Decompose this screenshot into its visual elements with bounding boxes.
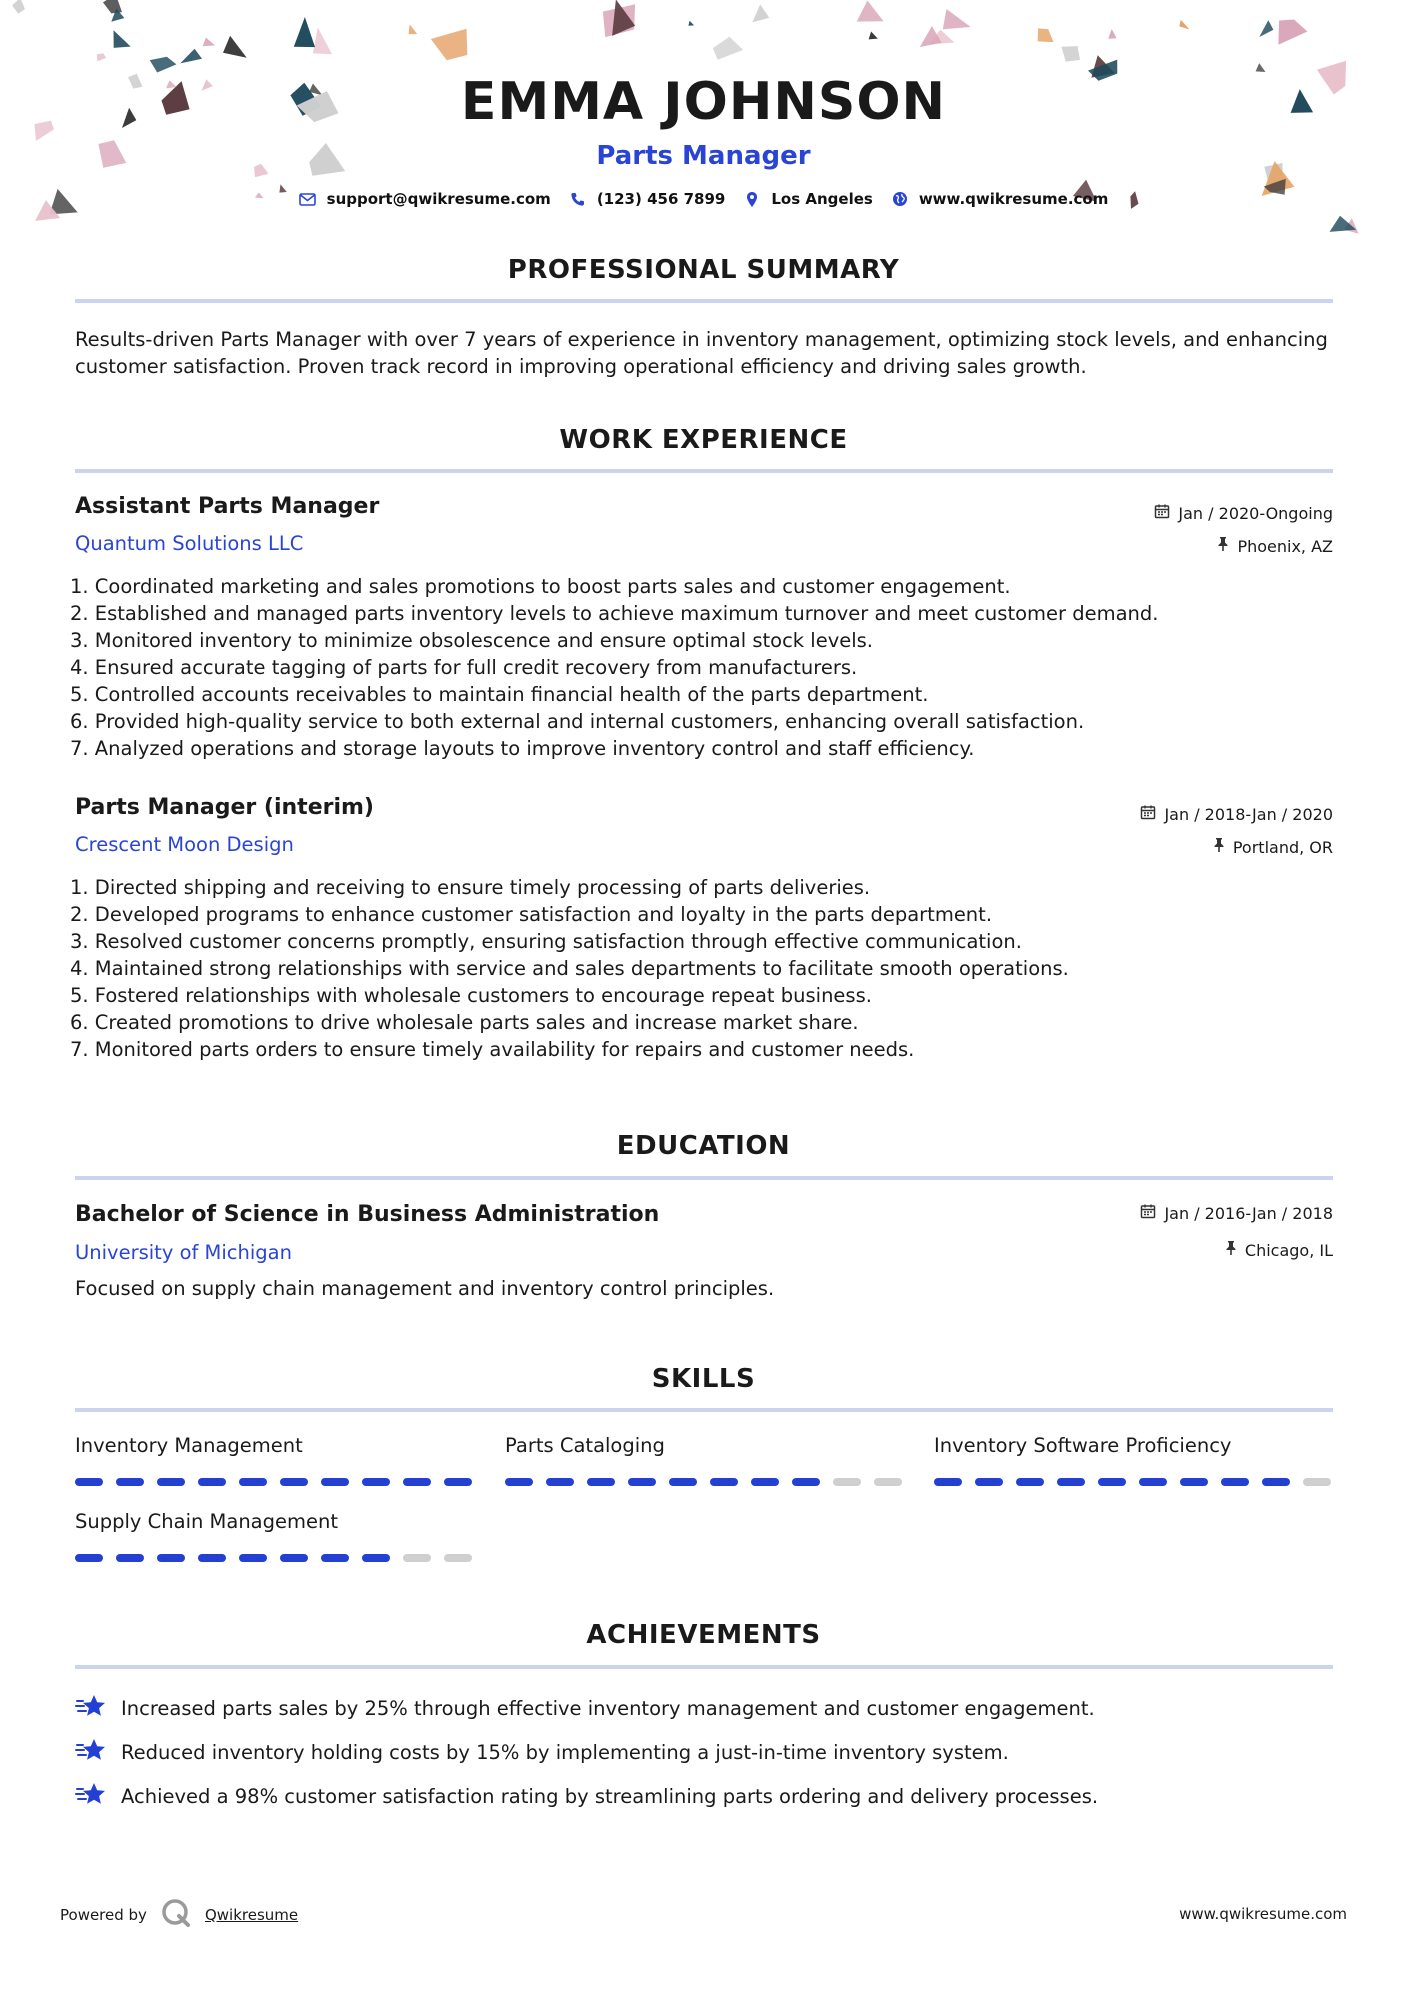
confetti-piece <box>150 57 177 73</box>
pushpin-icon <box>1217 536 1229 556</box>
skill-dash-filled <box>1057 1478 1085 1486</box>
calendar-icon <box>1154 503 1170 523</box>
job-location <box>1213 837 1333 857</box>
resume-header <box>0 72 1407 208</box>
skill-name: Parts Cataloging <box>505 1434 665 1457</box>
confetti-piece <box>1179 20 1189 30</box>
skill-dash-filled <box>75 1478 103 1486</box>
confetti-piece <box>1278 20 1307 45</box>
confetti-piece <box>409 24 418 34</box>
pushpin-icon <box>1225 1240 1237 1260</box>
education-location-text: Chicago, IL <box>1244 1240 1333 1260</box>
list-item: 6. Provided high-quality service to both external and internal customers, enhancing overall satisfaction. <box>70 710 1085 733</box>
skill-dash-filled <box>75 1554 103 1562</box>
skill-dash-filled <box>239 1554 267 1562</box>
confetti-piece <box>869 32 878 40</box>
confetti-piece <box>203 38 215 47</box>
skill-level-bar <box>505 1478 905 1486</box>
skill-dash-filled <box>198 1478 226 1486</box>
section-divider <box>75 1176 1333 1180</box>
skill-dash-filled <box>505 1478 533 1486</box>
company-name[interactable]: Crescent Moon Design <box>75 833 294 856</box>
skill-dash-filled <box>157 1478 185 1486</box>
list-item: 5. Fostered relationships with wholesale customers to encourage repeat business. <box>70 984 872 1007</box>
confetti-piece <box>1108 29 1116 39</box>
confetti-piece <box>97 53 106 61</box>
job-title: Assistant Parts Manager <box>75 494 380 519</box>
globe-icon <box>891 190 909 208</box>
education-location <box>1225 1240 1333 1260</box>
list-item: 7. Monitored parts orders to ensure timely availability for repairs and customer needs. <box>70 1038 915 1061</box>
skill-dash-filled <box>1262 1478 1290 1486</box>
summary-text: Results-driven Parts Manager with over 7 years of experience in inventory management, optimizing stock levels, and enhancing customer satisfaction. Proven track record in improving operational efficiency and driving sales growth. <box>75 328 1328 378</box>
confetti-piece <box>180 49 202 64</box>
skill-name: Inventory Management <box>75 1434 303 1457</box>
contact-email[interactable] <box>299 190 551 208</box>
list-item: 4. Ensured accurate tagging of parts for full credit recovery from manufacturers. <box>70 656 858 679</box>
skill-dash-empty <box>833 1478 861 1486</box>
candidate-name: EMMA JOHNSON <box>460 72 947 132</box>
school-name[interactable]: University of Michigan <box>75 1241 292 1264</box>
map-pin-icon <box>743 190 761 208</box>
skill-item <box>934 1434 1334 1464</box>
powered-by-label: Powered by <box>60 1906 147 1924</box>
section-divider <box>75 1408 1333 1412</box>
job-location <box>1217 536 1333 556</box>
confetti-piece <box>12 0 25 14</box>
website-text: www.qwikresume.com <box>918 190 1109 208</box>
phone-icon <box>569 190 587 208</box>
confetti-piece <box>1061 46 1080 62</box>
section-divider <box>75 469 1333 473</box>
skill-dash-filled <box>321 1554 349 1562</box>
skill-item <box>75 1510 475 1540</box>
calendar-icon <box>1140 804 1156 824</box>
skill-dash-filled <box>116 1554 144 1562</box>
skill-dash-filled <box>198 1554 226 1562</box>
skill-dash-filled <box>280 1554 308 1562</box>
skill-dash-filled <box>1139 1478 1167 1486</box>
education-dates <box>1140 1203 1333 1223</box>
skill-dash-filled <box>934 1478 962 1486</box>
skill-dash-filled <box>710 1478 738 1486</box>
skill-dash-filled <box>628 1478 656 1486</box>
list-item: 6. Created promotions to drive wholesale parts sales and increase market share. <box>70 1011 859 1034</box>
skill-level-bar <box>75 1478 475 1486</box>
confetti-piece <box>1259 20 1273 37</box>
confetti-piece <box>431 29 468 61</box>
envelope-icon <box>299 190 317 208</box>
skill-dash-filled <box>444 1478 472 1486</box>
skill-dash-filled <box>239 1478 267 1486</box>
skill-name: Inventory Software Proficiency <box>934 1434 1232 1457</box>
education-description: Focused on supply chain management and inventory control principles. <box>75 1277 775 1300</box>
achievement-text: Reduced inventory holding costs by 15% by implementing a just-in-time inventory system. <box>121 1741 1009 1764</box>
skill-dash-filled <box>403 1478 431 1486</box>
skill-dash-filled <box>751 1478 779 1486</box>
skill-dash-filled <box>975 1478 1003 1486</box>
achievement-text: Achieved a 98% customer satisfaction rating by streamlining parts ordering and delivery processes. <box>121 1785 1099 1808</box>
skill-dash-filled <box>792 1478 820 1486</box>
list-item: 2. Developed programs to enhance customer satisfaction and loyalty in the parts department. <box>70 903 993 926</box>
job-bullets <box>70 573 1340 762</box>
skill-dash-filled <box>1016 1478 1044 1486</box>
skill-dash-empty <box>874 1478 902 1486</box>
skill-dash-empty <box>444 1554 472 1562</box>
degree-title: Bachelor of Science in Business Administration <box>75 1202 660 1227</box>
brand-link[interactable]: Qwikresume <box>204 1906 299 1924</box>
contact-row <box>0 190 1407 208</box>
confetti-piece <box>294 17 315 47</box>
job-dates-text: Jan / 2018-Jan / 2020 <box>1164 804 1333 824</box>
candidate-role: Parts Manager <box>596 141 811 171</box>
star-icon <box>75 1736 107 1769</box>
skill-dash-filled <box>1221 1478 1249 1486</box>
skill-dash-filled <box>157 1554 185 1562</box>
confetti-piece <box>943 9 971 29</box>
skill-item <box>75 1434 475 1464</box>
skill-dash-filled <box>546 1478 574 1486</box>
location-text: Los Angeles <box>771 190 873 208</box>
job-dates <box>1154 503 1333 523</box>
confetti-piece <box>1038 28 1054 42</box>
confetti-piece <box>688 21 694 26</box>
skill-dash-filled <box>1098 1478 1126 1486</box>
section-title-skills: SKILLS <box>651 1364 756 1394</box>
education-dates-text: Jan / 2016-Jan / 2018 <box>1164 1203 1333 1223</box>
section-title-education: EDUCATION <box>616 1131 791 1161</box>
confetti-piece <box>103 0 122 13</box>
calendar-icon <box>1140 1203 1156 1223</box>
job-location-text: Portland, OR <box>1232 837 1333 857</box>
section-title-achievements: ACHIEVEMENTS <box>586 1620 821 1650</box>
skill-dash-filled <box>321 1478 349 1486</box>
confetti-piece <box>223 36 247 58</box>
section-title-summary: PROFESSIONAL SUMMARY <box>507 255 900 285</box>
confetti-piece <box>752 4 769 22</box>
pushpin-icon <box>1213 837 1225 857</box>
contact-website[interactable] <box>891 190 1109 208</box>
section-divider <box>75 299 1333 303</box>
job-title: Parts Manager (interim) <box>75 795 374 820</box>
phone-text: (123) 456 7899 <box>596 190 726 208</box>
confetti-piece <box>313 27 332 54</box>
achievement-item <box>75 1736 1009 1769</box>
list-item: 3. Resolved customer concerns promptly, ensuring satisfaction through effective communication. <box>70 930 1022 953</box>
skill-name: Supply Chain Management <box>75 1510 339 1533</box>
list-item: 1. Directed shipping and receiving to ensure timely processing of parts deliveries. <box>70 876 871 899</box>
skill-dash-filled <box>669 1478 697 1486</box>
skill-dash-empty <box>1303 1478 1331 1486</box>
company-name[interactable]: Quantum Solutions LLC <box>75 532 304 555</box>
skill-dash-filled <box>362 1554 390 1562</box>
list-item: 4. Maintained strong relationships with service and sales departments to facilitate smooth operations. <box>70 957 1069 980</box>
skill-dash-filled <box>280 1478 308 1486</box>
contact-phone[interactable] <box>569 190 726 208</box>
skill-level-bar <box>934 1478 1334 1486</box>
confetti-piece <box>713 37 743 60</box>
skill-dash-filled <box>362 1478 390 1486</box>
email-text: support@qwikresume.com <box>326 190 551 208</box>
achievement-item <box>75 1692 1095 1725</box>
achievement-text: Increased parts sales by 25% through effective inventory management and customer engagement. <box>121 1697 1095 1720</box>
achievement-item <box>75 1780 1098 1813</box>
job-bullets <box>70 874 1340 1063</box>
contact-location <box>743 190 872 208</box>
list-item: 7. Analyzed operations and storage layouts to improve inventory control and staff efficiency. <box>70 737 975 760</box>
star-icon <box>75 1780 107 1813</box>
job-dates-text: Jan / 2020-Ongoing <box>1178 503 1333 523</box>
job-location-text: Phoenix, AZ <box>1237 536 1333 556</box>
skill-item <box>505 1434 905 1464</box>
qwikresume-logo-icon <box>161 1898 191 1932</box>
confetti-piece <box>114 30 131 48</box>
skill-dash-filled <box>116 1478 144 1486</box>
skill-dash-empty <box>403 1554 431 1562</box>
list-item: 5. Controlled accounts receivables to maintain financial health of the parts department. <box>70 683 929 706</box>
skill-dash-filled <box>587 1478 615 1486</box>
skill-level-bar <box>75 1554 475 1562</box>
star-icon <box>75 1692 107 1725</box>
confetti-piece <box>857 1 884 22</box>
list-item: 2. Established and managed parts inventory levels to achieve maximum turnover and meet customer demand. <box>70 602 1159 625</box>
list-item: 1. Coordinated marketing and sales promotions to boost parts sales and customer engagement. <box>70 575 1011 598</box>
skill-dash-filled <box>1180 1478 1208 1486</box>
section-title-experience: WORK EXPERIENCE <box>559 425 848 455</box>
footer-website[interactable]: www.qwikresume.com <box>1179 1905 1347 1923</box>
list-item: 3. Monitored inventory to minimize obsolescence and ensure optimal stock levels. <box>70 629 874 652</box>
job-dates <box>1140 804 1333 824</box>
footer-powered-by <box>60 1898 298 1932</box>
confetti-piece <box>1256 63 1266 72</box>
section-divider <box>75 1665 1333 1669</box>
